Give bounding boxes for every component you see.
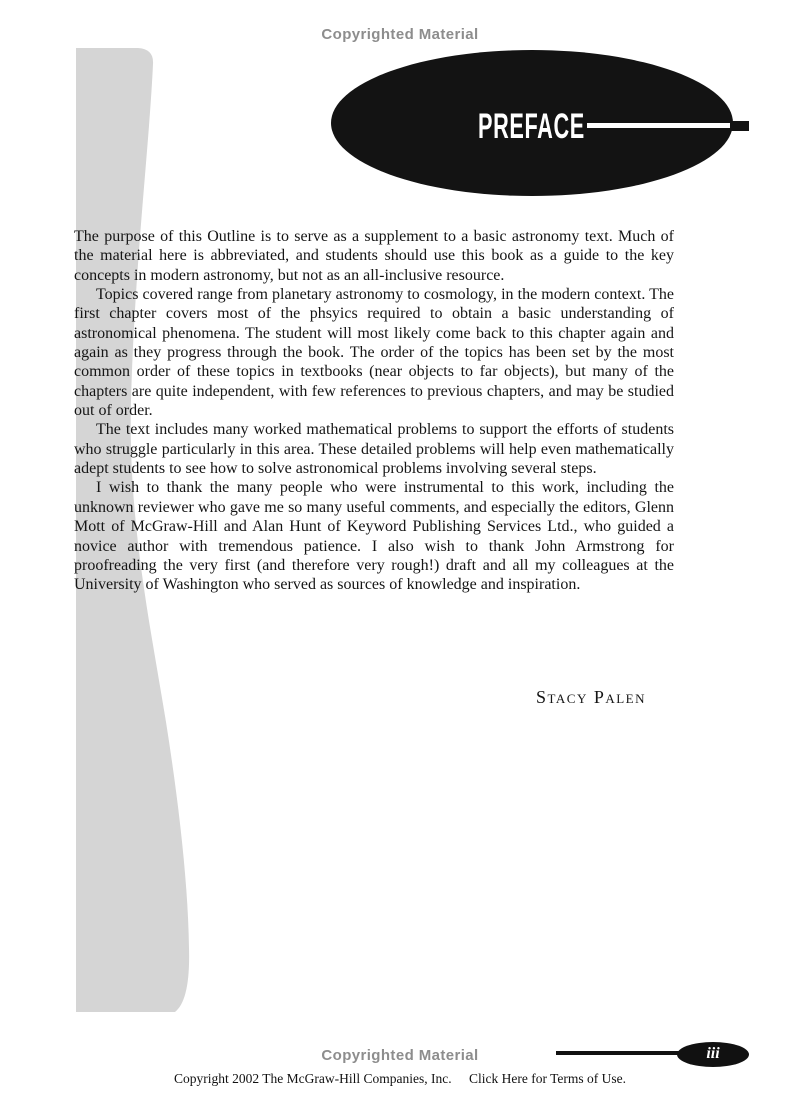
- page-number-rule: [556, 1051, 686, 1055]
- paragraph-2: Topics covered range from planetary astronomy to cosmology, in the modern context. The first chapter covers most of the phsyics required to obtain a basic understanding of astronomical phenomena. The student will most likely come back to this chapter again and again as they progress through the book. The order of the topics has been set by the most common order of these topics in textbooks (near objects to far objects), but many of the chapters are quite independent, with few references to previous chapters, and may be studied out of order.: [74, 286, 674, 420]
- paragraph-3: The text includes many worked mathematical problems to support the efforts of students who struggle particularly in this area. These detailed problems will help even mathematically adept students to see how to solve astronomical problems involving several steps.: [74, 421, 674, 478]
- page-title: PREFACE: [478, 107, 585, 146]
- terms-link[interactable]: Click Here for Terms of Use.: [468, 1071, 626, 1086]
- banner-rule-cap: [730, 121, 749, 131]
- page-number-badge: [677, 1042, 749, 1067]
- author-signature: Stacy Palen: [535, 687, 646, 707]
- copyright-text: Copyright 2002 The McGraw-Hill Companies, Inc.: [174, 1071, 452, 1086]
- preface-text: [74, 227, 674, 595]
- bottom-watermark: Copyrighted Material: [321, 1047, 479, 1064]
- paragraph-4: I wish to thank the many people who were instrumental to this work, including the unknown reviewer who gave me so many useful comments, and especially the editors, Glenn Mott of McGraw-Hill and Alan Hunt of Keyword Publishing Services Ltd., who guided a novice author with tremendous patience. I also wish to thank John Armstrong for proofreading the very first (and therefore very rough!) draft and all my colleagues at the University of Washington who served as sources of knowledge and inspiration.: [74, 479, 674, 594]
- paragraph-1: The purpose of this Outline is to serve as a supplement to a basic astronomy text. Much of the material here is abbreviated, and students should use this book as a guide to the key concepts in modern astronomy, but not as an all-inclusive resource.: [74, 228, 674, 284]
- copyright-line: [0, 1071, 800, 1087]
- banner-rule: [587, 123, 732, 128]
- page-number: iii: [706, 1045, 720, 1062]
- top-watermark: Copyrighted Material: [321, 26, 479, 43]
